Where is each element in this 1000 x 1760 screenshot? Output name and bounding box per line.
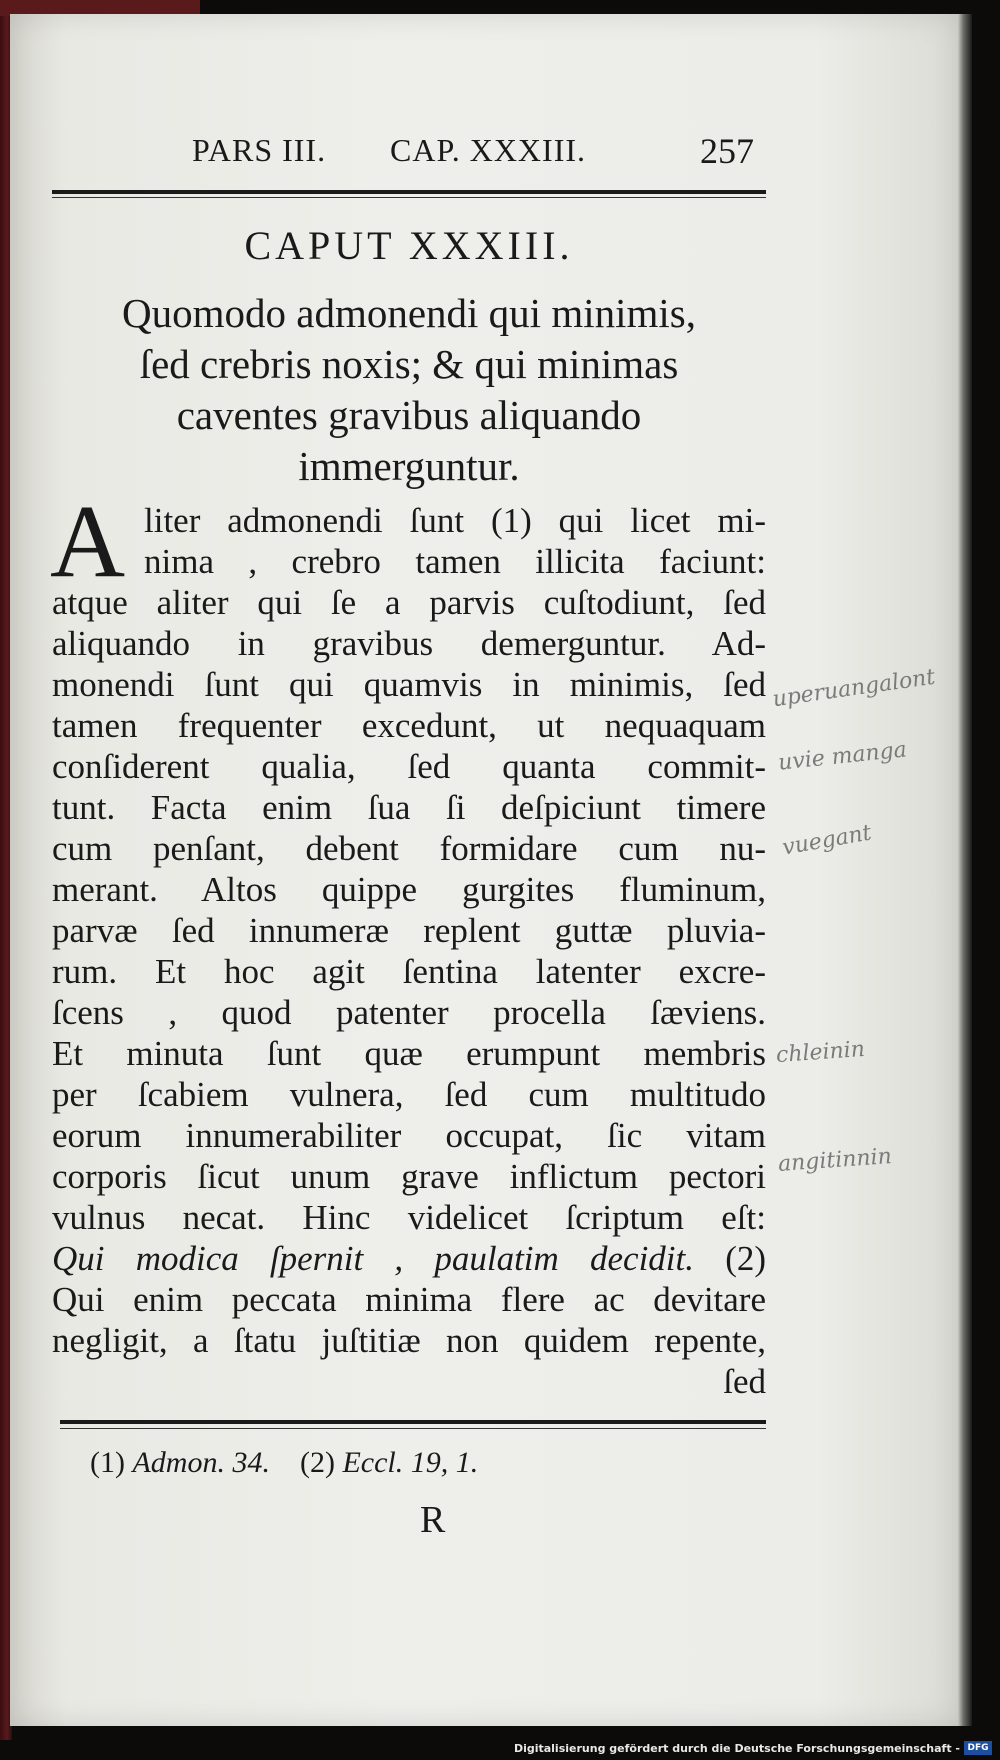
header-chapter: CAP. XXXIII. bbox=[390, 132, 586, 168]
text-line: aliquando in gravibus demerguntur. Ad- bbox=[52, 624, 766, 663]
signature-mark: R bbox=[420, 1499, 446, 1541]
text-line: cum penſant, debent formidare cum nu- bbox=[52, 829, 766, 868]
text-line: merant. Altos quippe gurgites fluminum, bbox=[52, 870, 766, 909]
marginal-note: angitinnin bbox=[777, 1144, 893, 1177]
footnotes bbox=[90, 1446, 590, 1480]
footnote-rule-thin bbox=[60, 1428, 766, 1429]
header-part: PARS III. bbox=[192, 132, 327, 168]
quote-line bbox=[52, 1238, 766, 1279]
footnote-reference: Admon. 34. bbox=[132, 1446, 270, 1479]
catchword: ſed bbox=[723, 1362, 766, 1401]
text-line: per ſcabiem vulnera, ſed cum multitudo bbox=[52, 1075, 766, 1114]
text-line: nima , crebro tamen illicita faciunt: bbox=[144, 542, 766, 581]
marginal-note: chleinin bbox=[775, 1036, 866, 1069]
page-number: 257 bbox=[700, 131, 754, 171]
marginal-note: uvie manga bbox=[777, 737, 908, 776]
title-line: Quomodo admonendi qui minimis, bbox=[122, 290, 696, 336]
text-line: corporis ſicut unum grave inflictum pectori bbox=[52, 1157, 766, 1196]
footnote-ref: (2) bbox=[725, 1239, 766, 1278]
text-line: liter admonendi ſunt (1) qui licet mi- bbox=[144, 501, 766, 540]
text-line: parvæ ſed innumeræ replent guttæ pluvia- bbox=[52, 911, 766, 950]
title-line: ſed crebris noxis; & qui minimas bbox=[139, 341, 679, 387]
text-line: negligit, a ſtatu juſtitiæ non quidem repente, bbox=[52, 1321, 766, 1360]
marginal-note: vuegant bbox=[780, 820, 874, 861]
header-rule-thin bbox=[52, 197, 766, 198]
text-line: monendi ſunt qui quamvis in minimis, ſed bbox=[52, 665, 766, 704]
drop-cap: A bbox=[50, 484, 126, 599]
page-edge-shadow bbox=[958, 14, 972, 1726]
text-line: atque aliter qui ſe a parvis cuſtodiunt, ſed bbox=[52, 583, 766, 622]
header-rule bbox=[52, 190, 766, 194]
body-text bbox=[52, 500, 766, 1402]
title-line: caventes gravibus aliquando bbox=[176, 392, 642, 438]
marginal-note: uperuangalont bbox=[771, 664, 937, 713]
text-line: ſcens , quod patenter procella ſæviens. bbox=[52, 993, 766, 1032]
text-line: tunt. Facta enim ſua ſi deſpiciunt timere bbox=[52, 788, 766, 827]
chapter-title bbox=[52, 288, 766, 492]
dfg-logo: DFG bbox=[964, 1741, 992, 1755]
title-line: immerguntur. bbox=[298, 443, 520, 489]
footnote-reference: Eccl. 19, 1. bbox=[342, 1446, 479, 1479]
quote-text: Qui modica ſpernit , paulatim decidit. bbox=[52, 1239, 694, 1278]
footnote-rule bbox=[60, 1420, 766, 1424]
footnote-number: (2) bbox=[299, 1446, 335, 1479]
footnote-number: (1) bbox=[90, 1446, 125, 1479]
text-line: Qui enim peccata minima flere ac devitare bbox=[52, 1280, 766, 1319]
text-line: rum. Et hoc agit ſentina latenter excre- bbox=[52, 952, 766, 991]
text-line: vulnus necat. Hinc videlicet ſcriptum eſt: bbox=[52, 1198, 766, 1237]
running-header bbox=[52, 126, 766, 174]
text-line: eorum innumerabiliter occupat, ſic vitam bbox=[52, 1116, 766, 1155]
text-line: Et minuta ſunt quæ erumpunt membris bbox=[52, 1034, 766, 1073]
text-line: conſiderent qualia, ſed quanta commit- bbox=[52, 747, 766, 786]
text-line: tamen frequenter excedunt, ut nequaquam bbox=[52, 706, 766, 745]
digitization-credit: Digitalisierung gefördert durch die Deutsche Forschungsgemeinschaft - bbox=[513, 1742, 960, 1755]
chapter-heading: CAPUT XXXIII. bbox=[244, 223, 574, 268]
